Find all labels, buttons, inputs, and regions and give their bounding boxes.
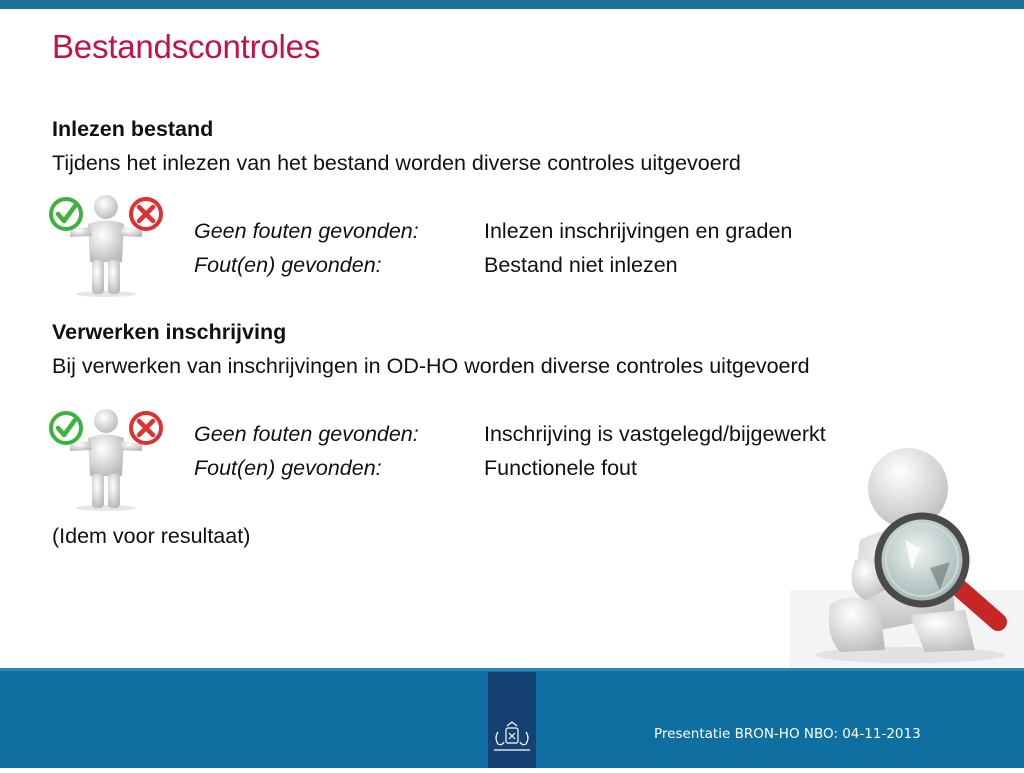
section1-ok-label: Geen fouten gevonden: <box>194 219 419 243</box>
top-bar <box>0 0 1024 9</box>
section2-intro: Bij verwerken van inschrijvingen in OD-HO worden diverse controles uitgevoerd <box>52 354 810 378</box>
note-text: (Idem voor resultaat) <box>52 524 251 548</box>
emblem-panel <box>488 672 536 768</box>
footer-presentation-text: Presentatie BRON-HO NBO: 04-11-2013 <box>654 726 921 742</box>
section1-intro: Tijdens het inlezen van het bestand worden diverse controles uitgevoerd <box>52 151 741 175</box>
section1-err-label: Fout(en) gevonden: <box>194 253 382 277</box>
person-check-cross-icon <box>44 190 164 298</box>
section2-ok-value: Inschrijving is vastgelegd/bijgewerkt <box>484 422 826 446</box>
section2-ok-label: Geen fouten gevonden: <box>194 422 419 446</box>
person-magnifying-glass-icon <box>790 440 1024 668</box>
section1-heading: Inlezen bestand <box>52 117 214 141</box>
footer-divider <box>0 668 1024 671</box>
section2-err-label: Fout(en) gevonden: <box>194 456 382 480</box>
section1-err-value: Bestand niet inlezen <box>484 253 678 277</box>
person-check-cross-icon <box>44 404 164 512</box>
section2-heading: Verwerken inschrijving <box>52 320 287 344</box>
section2-err-value: Functionele fout <box>484 456 637 480</box>
section1-ok-value: Inlezen inschrijvingen en graden <box>484 219 793 243</box>
slide-title: Bestandscontroles <box>52 28 321 65</box>
coat-of-arms-icon <box>488 672 536 768</box>
